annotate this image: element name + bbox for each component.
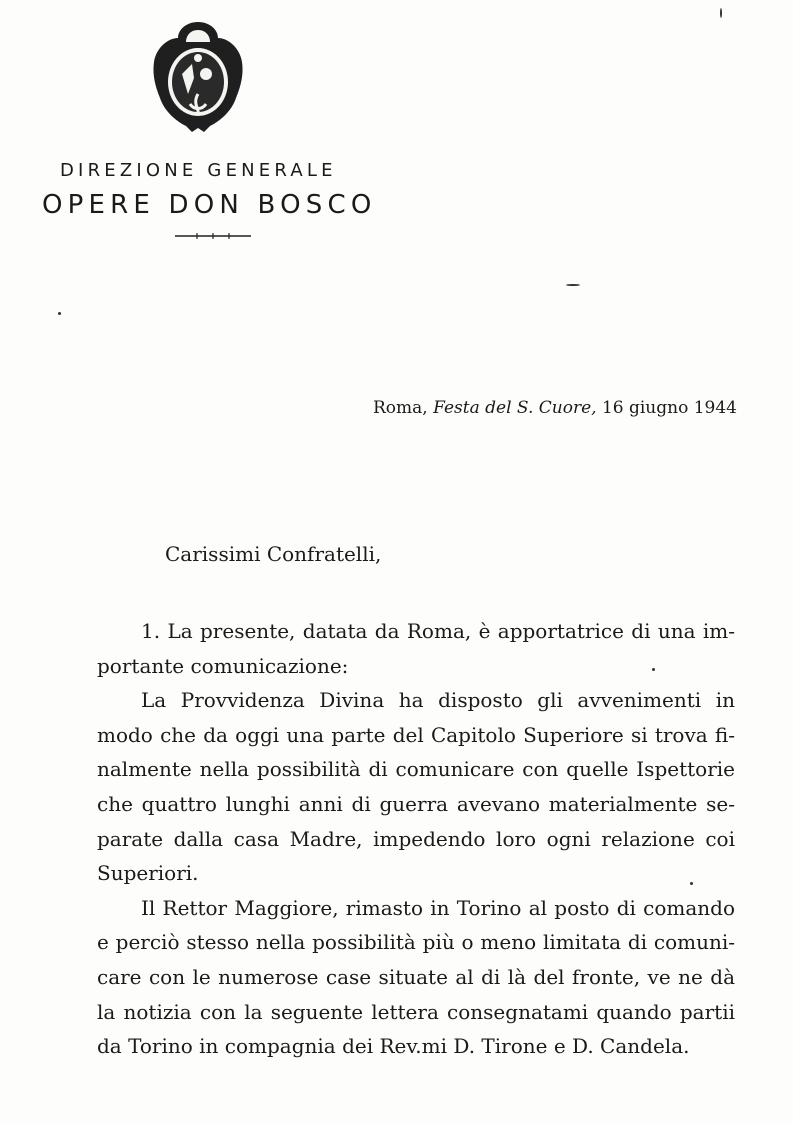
- text-line: che quattro lunghi anni di guerra avevano materialmente se-: [97, 791, 735, 816]
- text-line: modo che da oggi una parte del Capitolo Superiore si trova fi-: [97, 722, 735, 747]
- scan-speck: [58, 312, 61, 315]
- text-line: nalmente nella possibilità di comunicare con quelle Ispettorie: [97, 757, 735, 782]
- text-line: Superiori.: [97, 861, 199, 886]
- letterhead-opere: OPERE DON BOSCO: [42, 190, 377, 220]
- coat-of-arms-icon: [148, 18, 248, 136]
- letter-body: [97, 614, 735, 1064]
- scan-speck: [652, 668, 655, 671]
- text-line: la notizia con la seguente lettera consegnatami quando partii: [97, 999, 735, 1024]
- date-value: 16 giugno 1944: [601, 398, 737, 418]
- letterhead-direzione: DIREZIONE GENERALE: [60, 160, 337, 181]
- text-line: 1. La presente, datata da Roma, è apportatrice di una im-: [141, 619, 735, 643]
- scan-speck: [566, 284, 580, 286]
- date-place: Roma,: [373, 398, 428, 418]
- text-line: Il Rettor Maggiore, rimasto in Torino al posto di comando: [141, 895, 735, 920]
- scan-speck: [720, 8, 722, 18]
- text-line: da Torino in compagnia dei Rev.mi D. Tirone e D. Candela.: [97, 1034, 690, 1059]
- date-feast: Festa del S. Cuore,: [433, 398, 597, 418]
- text-line: parate dalla casa Madre, impedendo loro ogni relazione coi: [97, 826, 735, 851]
- text-line: care con le numerose case situate al di là del fronte, ve ne dà: [97, 964, 735, 989]
- text-line: e perciò stesso nella possibilità più o meno limitata di comuni-: [97, 930, 735, 955]
- dateline: [373, 398, 737, 418]
- text-line: La Provvidenza Divina ha disposto gli avvenimenti in: [141, 688, 735, 713]
- scan-speck: [690, 882, 693, 885]
- decorative-rule: [175, 233, 251, 239]
- text-line: portante comunicazione:: [97, 653, 349, 678]
- salutation: Carissimi Confratelli,: [165, 542, 382, 566]
